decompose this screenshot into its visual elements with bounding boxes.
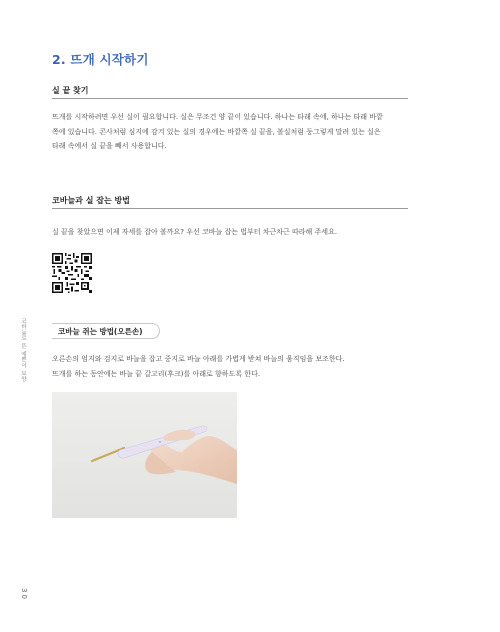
paragraph-line: 실 끝을 찾았으면 이제 자세를 잡아 볼까요? 우선 코바늘 잡는 법부터 차근차근 따라해 주세요.	[52, 228, 338, 236]
paragraph-line: 타래 속에서 실 끝을 빼서 사용합니다.	[52, 142, 167, 150]
qr-code[interactable]	[52, 253, 92, 293]
paragraph-line: 뜨개를 시작하려면 우선 실이 필요합니다. 실은 무조건 양 끝이 있습니다. 하나는 타래 속에, 하나는 타래 바깥	[52, 113, 383, 121]
section-divider	[52, 208, 408, 209]
subsection-label: 코바늘 쥐는 방법(오른손)	[58, 327, 143, 336]
paragraph-line: 쪽에 있습니다. 콘사처럼 심지에 감겨 있는 실의 경우에는 바깥쪽 실 끝을, 볼실처럼 둥그렇게 말려 있는 실은	[52, 127, 381, 136]
section-heading-hold-method: 코바늘과 실 잡는 방법	[52, 196, 130, 205]
section-divider	[52, 98, 408, 99]
section-heading-find-yarn-end: 실 끝 찾기	[52, 86, 89, 95]
section1-paragraph	[52, 110, 412, 154]
page-number: 30	[20, 588, 28, 601]
subsection-paragraph	[52, 352, 412, 381]
section2-intro	[52, 225, 412, 240]
crochet-hook-hand-photo	[52, 392, 237, 518]
paragraph-line: 오른손의 엄지와 검지로 바늘을 잡고 중지로 바늘 아래를 가볍게 받쳐 바늘의 움직임을 보조한다.	[52, 355, 345, 363]
paragraph-line: 뜨개를 하는 동안에는 바늘 끝 갈고리(후크)를 아래로 향하도록 한다.	[52, 369, 261, 378]
page-title: 2. 뜨개 시작하기	[52, 52, 149, 67]
running-side-title: 코바늘로 뜬 예쁜이 모양	[20, 318, 26, 383]
